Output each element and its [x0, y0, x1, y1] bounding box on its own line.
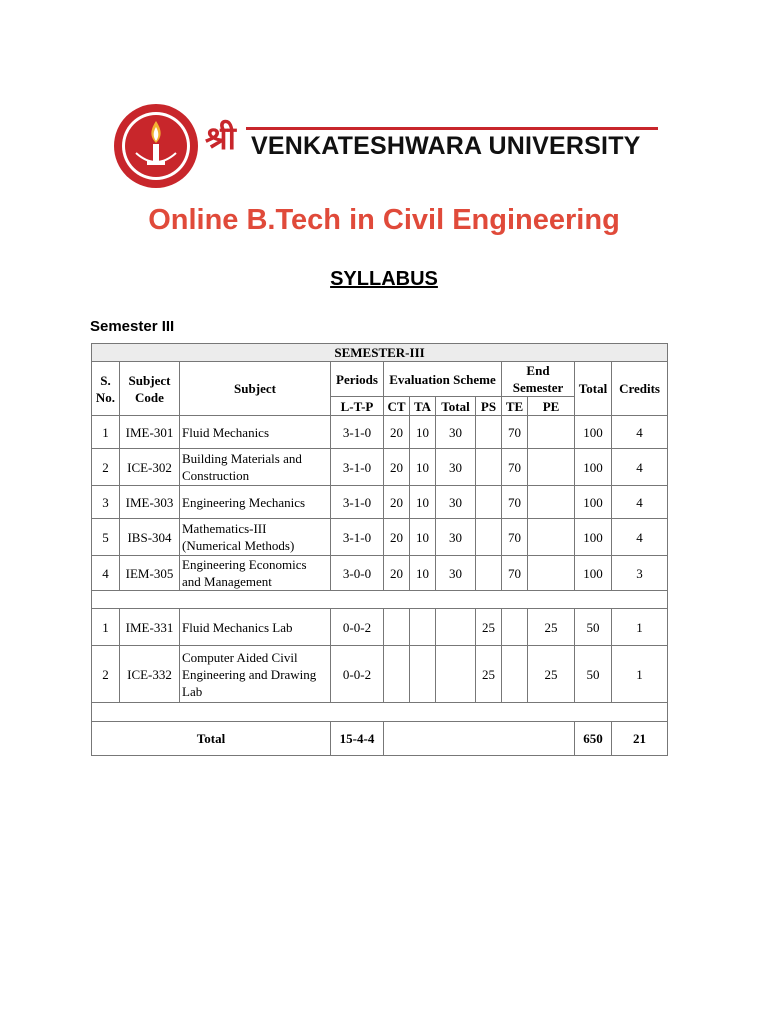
header-evaluation-scheme: Evaluation Scheme [384, 362, 502, 397]
cell-subject: Engineering Mechanics [180, 486, 331, 519]
cell-code: IME-301 [120, 416, 180, 449]
cell-ct [384, 646, 410, 703]
cell-total: 50 [575, 609, 612, 646]
cell-ps [476, 519, 502, 556]
cell-total: 50 [575, 646, 612, 703]
cell-ltp: 0-0-2 [331, 646, 384, 703]
cell-total: 100 [575, 519, 612, 556]
cell-ltp: 3-1-0 [331, 486, 384, 519]
header-ltp: L-T-P [331, 397, 384, 416]
cell-code: ICE-302 [120, 449, 180, 486]
cell-subject: Mathematics-III (Numerical Methods) [180, 519, 331, 556]
cell-code: IBS-304 [120, 519, 180, 556]
cell-code: IME-331 [120, 609, 180, 646]
cell-credits: 4 [612, 416, 668, 449]
cell-subject: Fluid Mechanics Lab [180, 609, 331, 646]
cell-subject: Building Materials and Construction [180, 449, 331, 486]
header-total: Total [575, 362, 612, 416]
header-sno: S. No. [92, 362, 120, 416]
table-row [92, 519, 668, 556]
cell-pe [528, 556, 575, 591]
cell-ct: 20 [384, 416, 410, 449]
cell-ps [476, 449, 502, 486]
cell-eval-total [436, 646, 476, 703]
cell-te: 70 [502, 556, 528, 591]
cell-sno: 4 [92, 556, 120, 591]
university-logo [112, 103, 200, 189]
table-row [92, 556, 668, 591]
syllabus-table [91, 343, 668, 756]
cell-sno: 5 [92, 519, 120, 556]
cell-eval-total: 30 [436, 519, 476, 556]
syllabus-heading: SYLLABUS [330, 268, 438, 290]
cell-te: 70 [502, 449, 528, 486]
cell-ct: 20 [384, 486, 410, 519]
cell-pe: 25 [528, 609, 575, 646]
cell-pe [528, 416, 575, 449]
header-ct: CT [384, 397, 410, 416]
cell-ps [476, 416, 502, 449]
cell-sno: 3 [92, 486, 120, 519]
header-te: TE [502, 397, 528, 416]
cell-ltp: 3-1-0 [331, 519, 384, 556]
cell-ta: 10 [410, 556, 436, 591]
cell-ps [476, 556, 502, 591]
total-credits: 21 [612, 722, 668, 756]
brand-prefix: श्री [205, 119, 236, 157]
cell-code: ICE-332 [120, 646, 180, 703]
cell-ta: 10 [410, 449, 436, 486]
cell-total: 100 [575, 449, 612, 486]
cell-eval-total: 30 [436, 449, 476, 486]
spacer-row [92, 703, 668, 722]
cell-te [502, 646, 528, 703]
table-row [92, 486, 668, 519]
cell-sno: 2 [92, 449, 120, 486]
table-row [92, 646, 668, 703]
cell-te: 70 [502, 416, 528, 449]
cell-credits: 4 [612, 449, 668, 486]
cell-ct: 20 [384, 519, 410, 556]
table-row [92, 416, 668, 449]
cell-ltp: 3-0-0 [331, 556, 384, 591]
table-band-title: SEMESTER-III [92, 344, 668, 362]
cell-credits: 3 [612, 556, 668, 591]
header-pe: PE [528, 397, 575, 416]
cell-total: 100 [575, 416, 612, 449]
cell-total: 100 [575, 486, 612, 519]
cell-ta: 10 [410, 486, 436, 519]
table-row [92, 449, 668, 486]
header-end-semester: End Semester [502, 362, 575, 397]
cell-te: 70 [502, 486, 528, 519]
cell-pe [528, 449, 575, 486]
header-subject: Subject [180, 362, 331, 416]
cell-credits: 1 [612, 646, 668, 703]
total-ltp: 15-4-4 [331, 722, 384, 756]
spacer-row [92, 591, 668, 609]
cell-subject: Fluid Mechanics [180, 416, 331, 449]
cell-eval-total: 30 [436, 416, 476, 449]
cell-eval-total: 30 [436, 486, 476, 519]
total-empty [384, 722, 575, 756]
cell-total: 100 [575, 556, 612, 591]
university-name: VENKATESHWARA UNIVERSITY [251, 132, 641, 160]
cell-ct: 20 [384, 449, 410, 486]
cell-ltp: 0-0-2 [331, 609, 384, 646]
total-row [92, 722, 668, 756]
spacer-cell [92, 703, 668, 722]
cell-code: IME-303 [120, 486, 180, 519]
cell-pe [528, 486, 575, 519]
cell-ltp: 3-1-0 [331, 449, 384, 486]
header-periods: Periods [331, 362, 384, 397]
cell-pe: 25 [528, 646, 575, 703]
header-ta: TA [410, 397, 436, 416]
cell-sno: 1 [92, 416, 120, 449]
header-ps: PS [476, 397, 502, 416]
cell-credits: 1 [612, 609, 668, 646]
total-marks: 650 [575, 722, 612, 756]
cell-credits: 4 [612, 486, 668, 519]
cell-code: IEM-305 [120, 556, 180, 591]
cell-te [502, 609, 528, 646]
cell-ct [384, 609, 410, 646]
cell-ps: 25 [476, 646, 502, 703]
cell-pe [528, 519, 575, 556]
cell-eval-total [436, 609, 476, 646]
header-credits: Credits [612, 362, 668, 416]
page-title: Online B.Tech in Civil Engineering [148, 204, 620, 236]
header-eval-total: Total [436, 397, 476, 416]
cell-ps [476, 486, 502, 519]
cell-ta [410, 609, 436, 646]
cell-ps: 25 [476, 609, 502, 646]
cell-ta: 10 [410, 519, 436, 556]
semester-heading: Semester III [90, 318, 175, 335]
cell-subject: Computer Aided Civil Engineering and Drawing Lab [180, 646, 331, 703]
cell-sno: 2 [92, 646, 120, 703]
total-label: Total [92, 722, 331, 756]
cell-ct: 20 [384, 556, 410, 591]
spacer-cell [92, 591, 668, 609]
cell-ltp: 3-1-0 [331, 416, 384, 449]
cell-credits: 4 [612, 519, 668, 556]
cell-ta: 10 [410, 416, 436, 449]
cell-ta [410, 646, 436, 703]
cell-eval-total: 30 [436, 556, 476, 591]
cell-te: 70 [502, 519, 528, 556]
cell-subject: Engineering Economics and Management [180, 556, 331, 591]
table-row [92, 609, 668, 646]
cell-sno: 1 [92, 609, 120, 646]
header-subject-code: Subject Code [120, 362, 180, 416]
